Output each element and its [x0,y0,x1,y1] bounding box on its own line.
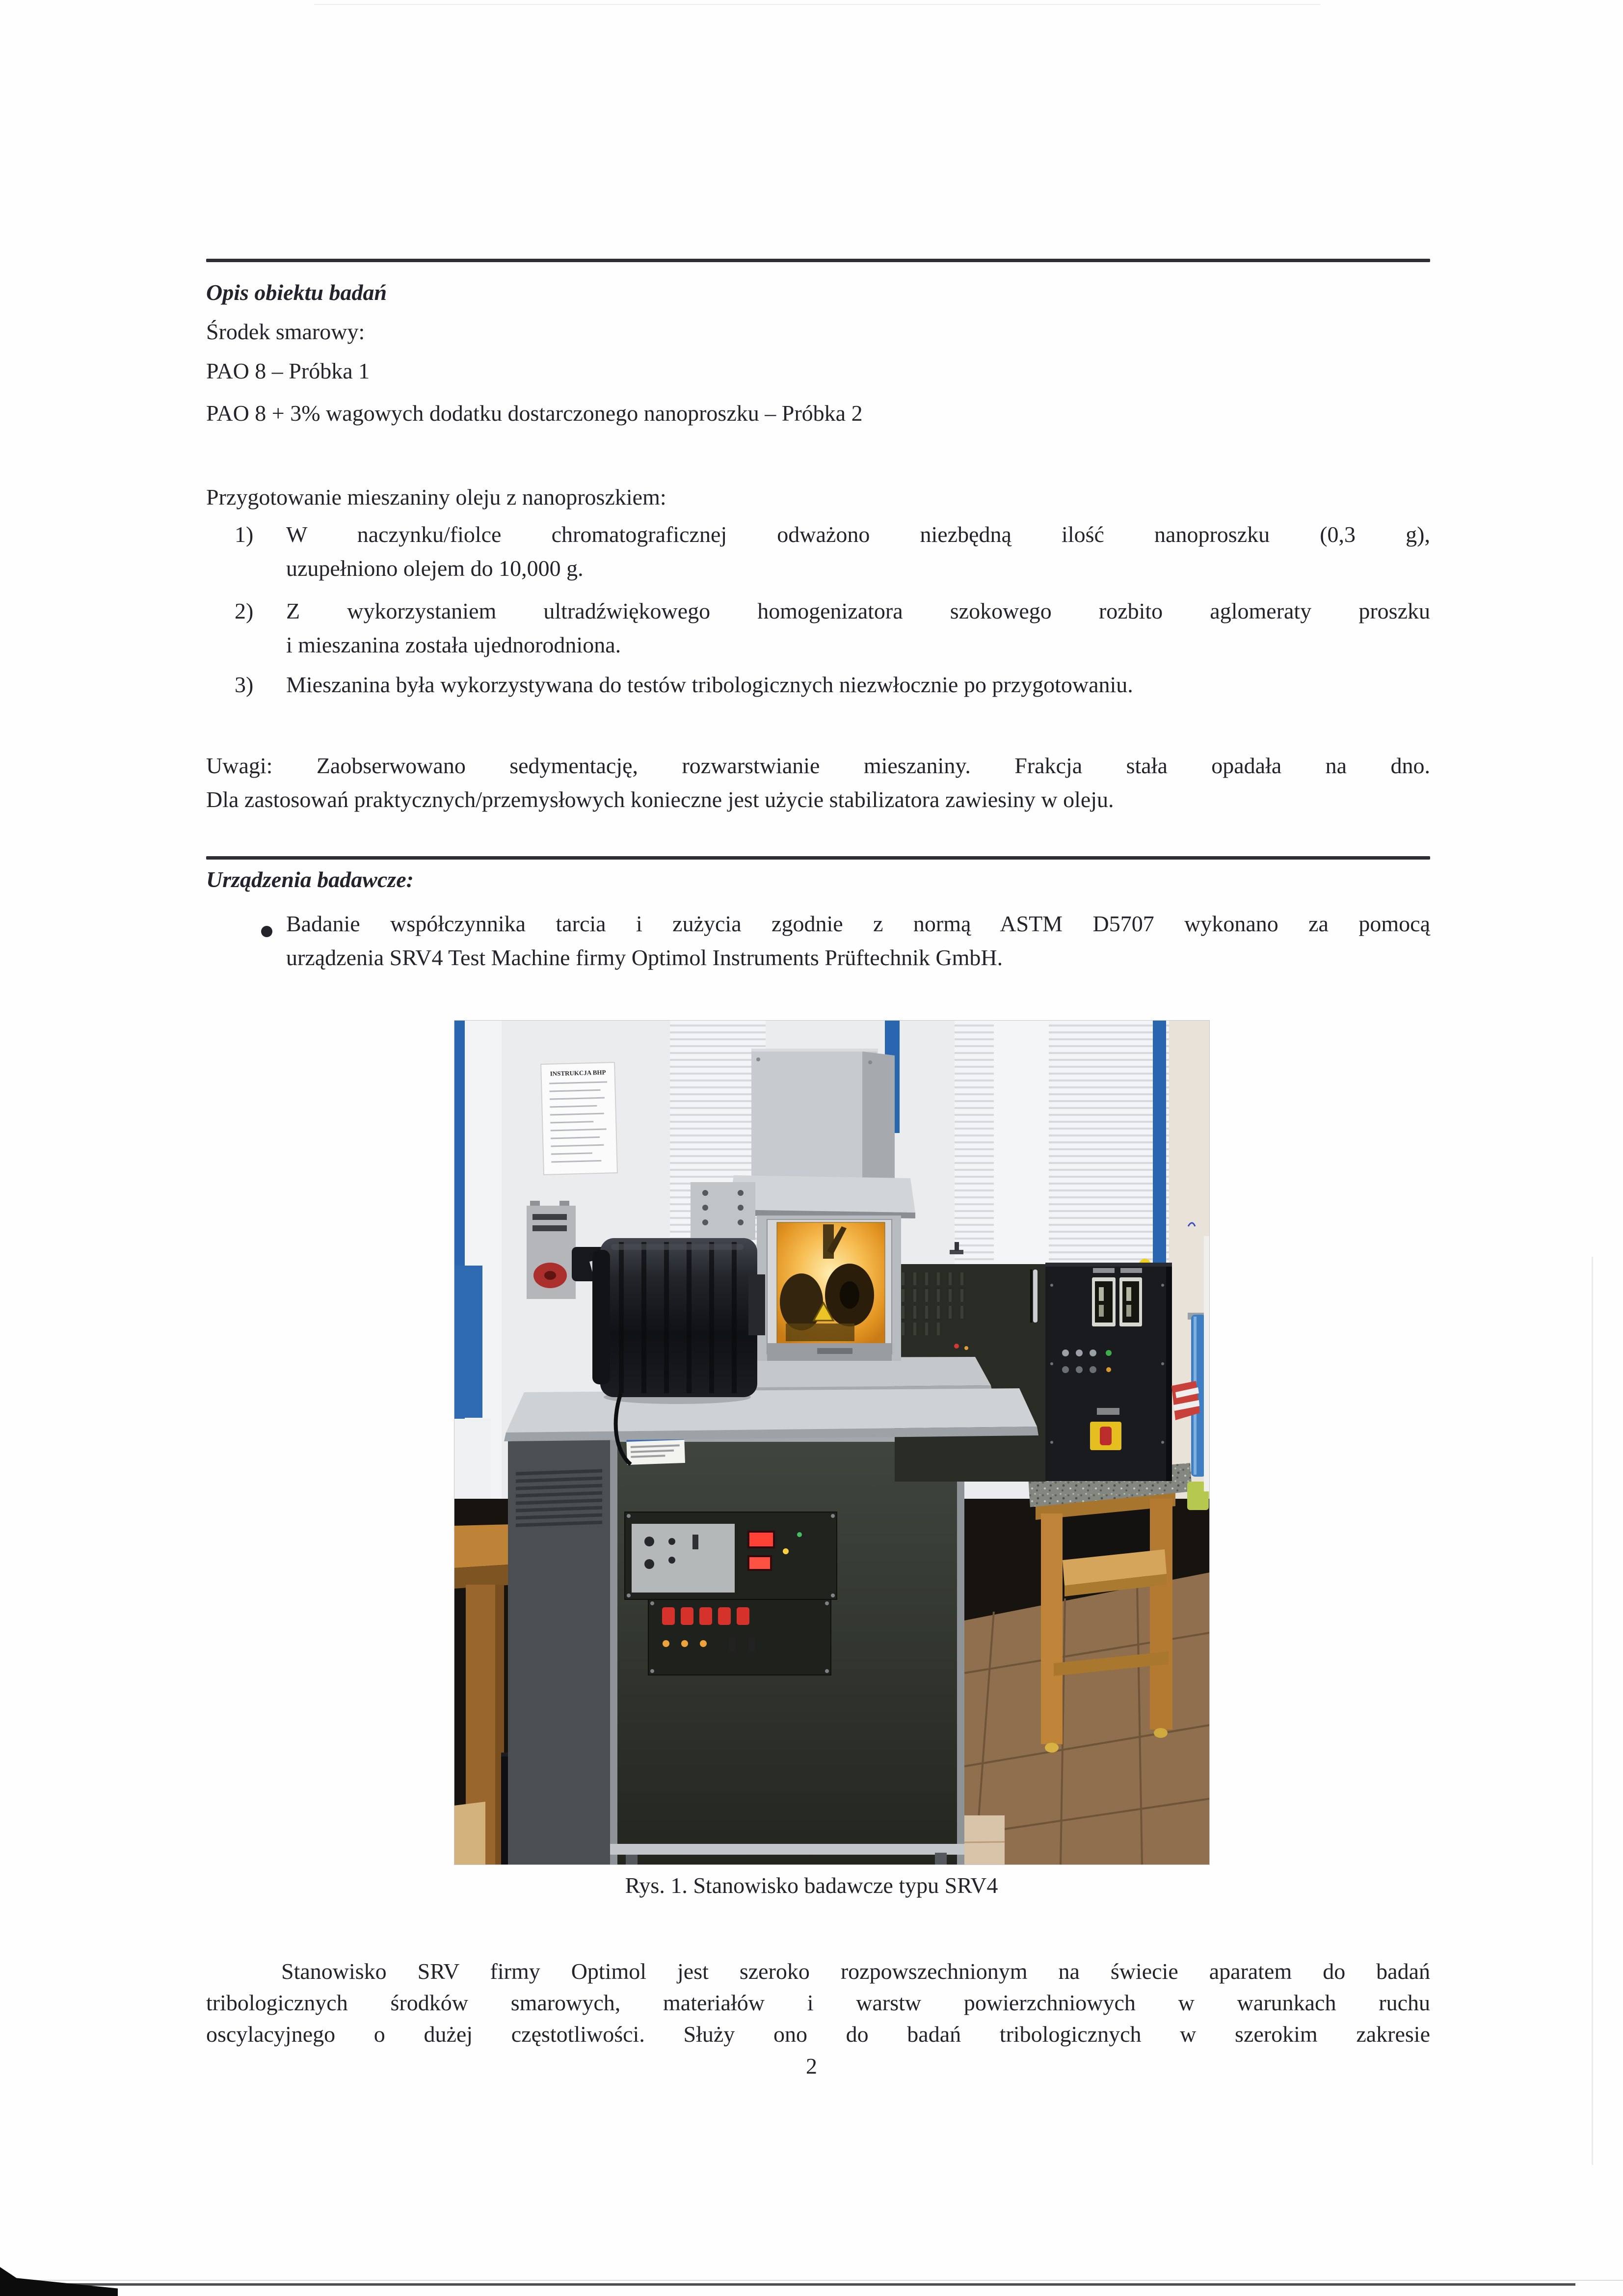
list-item-3 [286,668,1430,702]
horizontal-rule-middle [206,856,1430,860]
closing-line-2: tribologicznych środków smarowych, materiałów i warstw powierzchniowych w warunkach ruchu [206,1990,1430,2015]
lower-rack-panel [648,1599,831,1675]
scan-artifact-hairline [0,2280,1623,2281]
red-led-display-1 [749,1533,773,1546]
cabinet-handle [1033,1270,1038,1323]
bullet-line-1: Badanie współczynnika tarcia i zużycia zgodnie z normą ASTM D5707 wykonano za pomocą [286,911,1430,936]
scan-artifact-right [1592,1257,1593,2165]
remarks-line-1: Uwagi: Zaobserwowano sedymentację, rozwarstwianie mieszaniny. Frakcja stała opadała na dno. [206,753,1430,778]
upper-rack-panel [625,1512,837,1599]
prep-heading: Przygotowanie mieszaniny oleju z nanoproszkiem: [206,485,666,510]
list-item-1-line-1: W naczynku/fiolce chromatograficznej odważono niezbędną ilość nanoproszku (0,3 g), [286,522,1430,547]
test-chamber [757,1216,901,1361]
section1-heading: Opis obiektu badań [206,280,387,305]
closing-paragraph [206,1956,1430,2050]
scan-artifact-corner-wedge [0,2267,118,2296]
instruction-sheet-title: INSTRUKCJA BHP [550,1068,606,1078]
wall-instruction-sheet [541,1062,617,1175]
emergency-switch [1090,1422,1121,1450]
digital-display-right [1119,1277,1142,1326]
list-item-3-line-1: Mieszanina była wykorzystywana do testów tribologicznych niezwłocznie po przygotowaniu. [286,672,1133,697]
list-item-2-line-2: i mieszanina została ujednorodniona. [286,632,621,657]
red-led-display-2 [749,1557,770,1569]
digital-display-left [1092,1277,1116,1326]
list-item-1 [286,517,1430,585]
figure-caption: Rys. 1. Stanowisko badawcze typu SRV4 [625,1873,998,1898]
srv4-tower [729,1049,915,1218]
section2-heading: Urządzenia badawcze: [206,867,414,892]
machine-base-cabinet [508,1432,964,1865]
radiator-pipe [1204,1236,1210,1491]
closing-line-1: Stanowisko SRV firmy Optimol jest szeroko rozpowszechnionym na świecie aparatem do badań [281,1959,1430,1984]
list-item-1-number: 1) [235,522,254,547]
remarks-line-2: Dla zastosowań praktycznych/przemysłowych konieczne jest użycie stabilizatora zawiesiny w oleju. [206,787,1114,812]
right-control-cabinet [1045,1263,1172,1481]
figure-photo-srv4-test-stand [454,1020,1210,1865]
list-item-2 [286,594,1430,662]
sample1-line: PAO 8 – Próbka 1 [206,358,370,383]
closing-line-3: oscylacyjnego o dużej częstotliwości. Służy ono do badań tribologicznych w szerokim zakresie [206,2022,1430,2047]
list-item-2-line-1: Z wykorzystaniem ultradźwiękowego homogenizatora szokowego rozbito aglomeraty proszku [286,598,1430,623]
bullet-item [286,907,1430,974]
scan-artifact-top [314,4,1320,5]
bullet-marker [261,926,272,937]
lubricant-label: Środek smarowy: [206,319,365,344]
scan-artifact-bottom-bar [34,2283,1575,2286]
horizontal-rule-top [206,259,1430,262]
page-number: 2 [806,2053,817,2079]
list-item-1-line-2: uzupełniono olejem do 10,000 g. [286,556,584,581]
list-item-3-number: 3) [235,672,254,697]
support-column [691,1182,755,1240]
sample2-line: PAO 8 + 3% wagowych dodatku dostarczonego nanoproszku – Próbka 2 [206,401,863,426]
list-item-2-number: 2) [235,598,254,623]
remarks-paragraph [206,749,1430,816]
bullet-line-2: urządzenia SRV4 Test Machine firmy Optimol Instruments Prüftechnik GmbH. [286,945,1003,970]
